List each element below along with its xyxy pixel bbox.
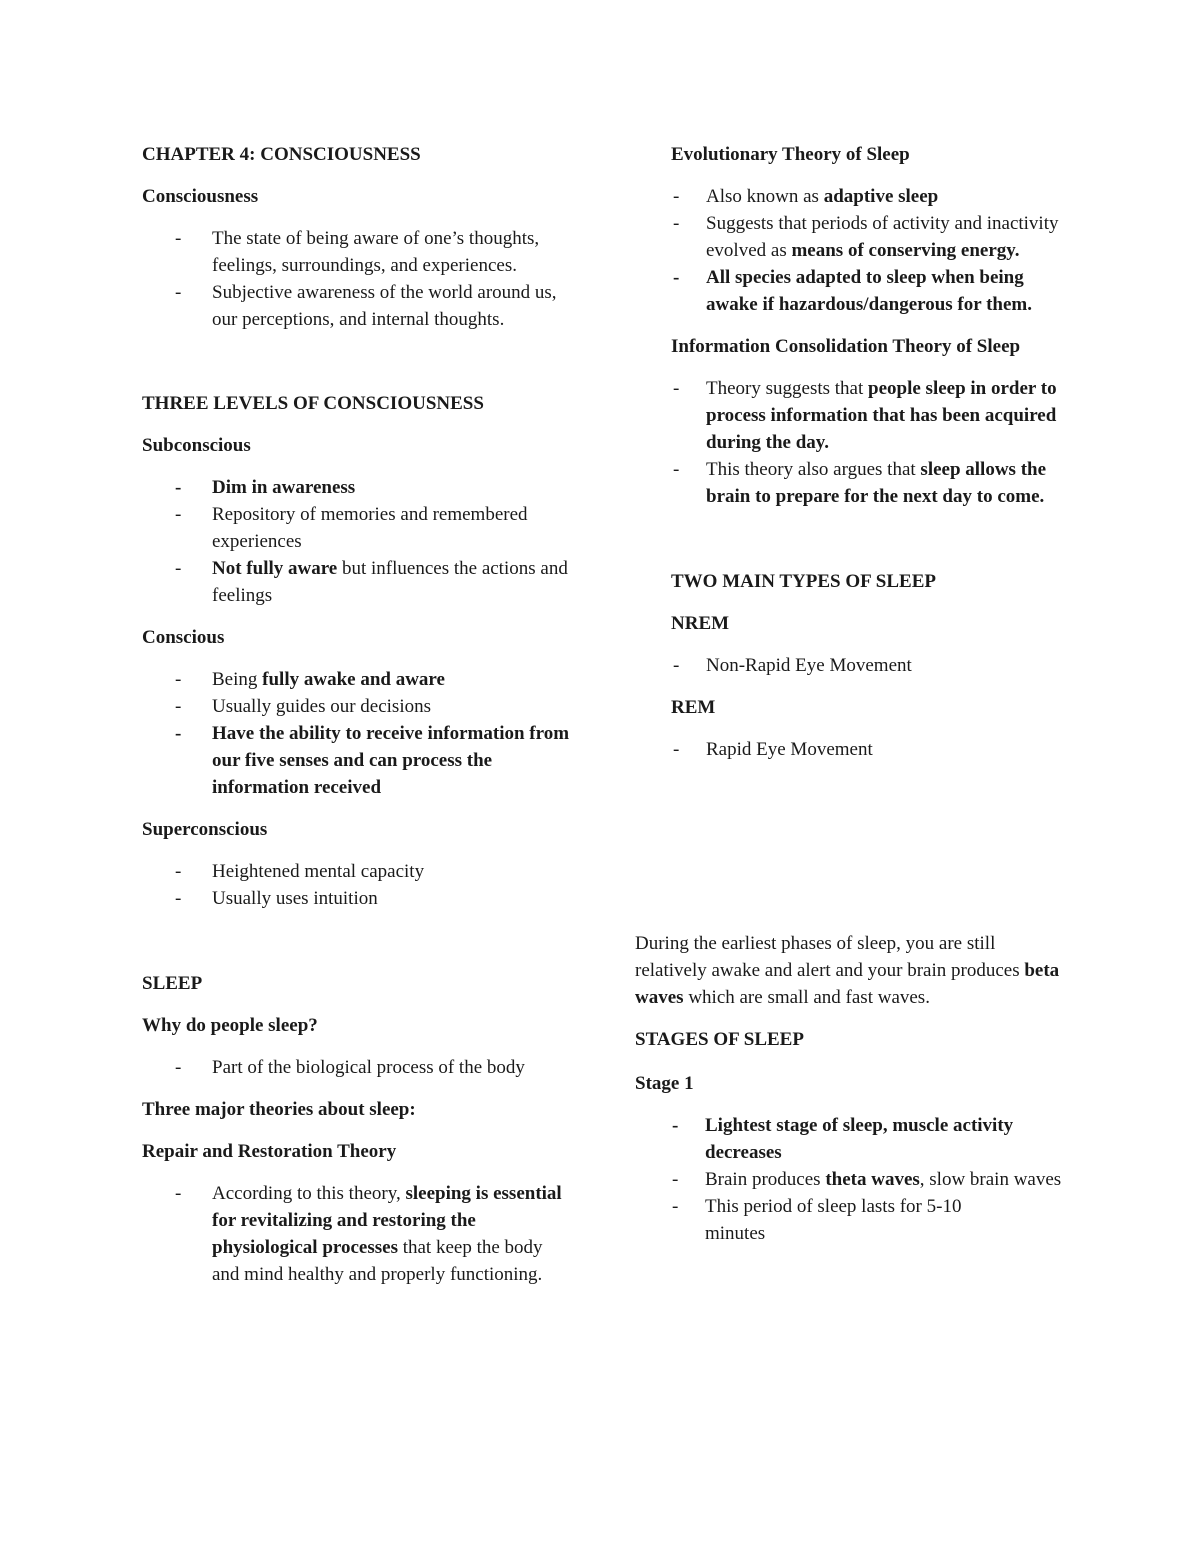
right-column-lower	[635, 930, 1065, 1247]
list-item: - Repository of memories and remembered experiences	[142, 501, 572, 555]
rem-heading: REM	[671, 697, 716, 718]
repair-theory-heading: Repair and Restoration Theory	[142, 1141, 397, 1162]
consciousness-list	[142, 225, 562, 333]
evolutionary-list	[671, 183, 1066, 318]
text: This theory also argues that	[706, 459, 921, 480]
evolutionary-theory-heading: Evolutionary Theory of Sleep	[671, 144, 910, 165]
consciousness-heading: Consciousness	[142, 186, 259, 207]
list-item: - Dim in awareness	[142, 474, 572, 501]
right-column	[671, 141, 1066, 763]
rem-list	[671, 736, 1066, 763]
sleep-heading: SLEEP	[142, 973, 203, 994]
text: Being	[212, 669, 263, 690]
conscious-heading: Conscious	[142, 627, 225, 648]
why-sleep-heading: Why do people sleep?	[142, 1015, 318, 1036]
text: , slow brain waves	[919, 1169, 1062, 1190]
text: but influences the actions and feelings	[212, 558, 568, 606]
list-item: - Lightest stage of sleep, muscle activity decreases	[635, 1112, 1065, 1166]
list-item: - Subjective awareness of the world around us, our perceptions, and internal thoughts.	[142, 279, 562, 333]
nrem-list	[671, 652, 1066, 679]
stage-1-list	[635, 1112, 1065, 1247]
why-sleep-list	[142, 1054, 542, 1081]
left-column	[142, 141, 572, 1288]
subconscious-list	[142, 474, 572, 609]
text: Theory suggests that	[706, 378, 869, 399]
text: which are small and fast waves.	[683, 987, 930, 1008]
list-item	[671, 210, 1066, 264]
text: During the earliest phases of sleep, you are still relatively awake and alert and your brain produces	[635, 933, 1025, 981]
list-item	[671, 183, 1066, 210]
list-item	[142, 555, 572, 609]
superconscious-heading: Superconscious	[142, 819, 268, 840]
list-item: - Rapid Eye Movement	[671, 736, 1066, 763]
text: Suggests that periods of activity and inactivity evolved as	[706, 213, 1059, 261]
beta-waves-paragraph	[635, 930, 1065, 1011]
subconscious-heading: Subconscious	[142, 435, 251, 456]
bold-text: people sleep in order to process information that has been acquired during the day.	[706, 378, 1057, 453]
list-item: - Heightened mental capacity	[142, 858, 572, 885]
bold-text: theta waves	[825, 1169, 920, 1190]
text: Also known as	[706, 186, 824, 207]
superconscious-list	[142, 858, 572, 912]
list-item: - The state of being aware of one’s thoughts, feelings, surroundings, and experiences.	[142, 225, 562, 279]
list-item: - Part of the biological process of the body	[142, 1054, 542, 1081]
nrem-heading: NREM	[671, 613, 730, 634]
list-item: - Have the ability to receive information from our five senses and can process the information received	[142, 720, 572, 801]
theories-heading: Three major theories about sleep:	[142, 1099, 416, 1120]
text: According to this theory,	[212, 1183, 406, 1204]
stage-1-heading: Stage 1	[635, 1073, 694, 1094]
list-item: - Usually guides our decisions	[142, 693, 572, 720]
bold-text: adaptive sleep	[823, 186, 939, 207]
list-item	[671, 456, 1066, 510]
bold-text: Not fully aware	[212, 558, 338, 579]
text: Brain produces	[705, 1169, 826, 1190]
list-item	[671, 375, 1066, 456]
chapter-title: CHAPTER 4: CONSCIOUSNESS	[142, 144, 421, 165]
levels-heading: THREE LEVELS OF CONSCIOUSNESS	[142, 393, 484, 414]
list-item	[142, 1180, 572, 1288]
list-item: - Non-Rapid Eye Movement	[671, 652, 1066, 679]
bold-text: sleeping is essential for revitalizing and restoring the physiological processes	[212, 1183, 562, 1258]
bold-text: means of conserving energy.	[791, 240, 1020, 261]
bold-text: beta waves	[635, 960, 1060, 1008]
text: that keep the body and mind healthy and properly functioning.	[212, 1237, 543, 1285]
bold-text: sleep allows the brain to prepare for the next day to come.	[706, 459, 1047, 507]
list-item: - Usually uses intuition	[142, 885, 572, 912]
list-item	[142, 666, 572, 693]
conscious-list	[142, 666, 572, 801]
list-item	[635, 1166, 1065, 1193]
list-item: - All species adapted to sleep when being awake if hazardous/dangerous for them.	[671, 264, 1066, 318]
list-item: - This period of sleep lasts for 5-10 minutes	[635, 1193, 965, 1247]
bold-text: fully awake and aware	[262, 669, 445, 690]
stages-heading: STAGES OF SLEEP	[635, 1029, 804, 1050]
repair-theory-list	[142, 1180, 572, 1288]
information-theory-heading: Information Consolidation Theory of Sleep	[671, 336, 1021, 357]
information-list	[671, 375, 1066, 510]
sleep-types-heading: TWO MAIN TYPES OF SLEEP	[671, 571, 936, 592]
